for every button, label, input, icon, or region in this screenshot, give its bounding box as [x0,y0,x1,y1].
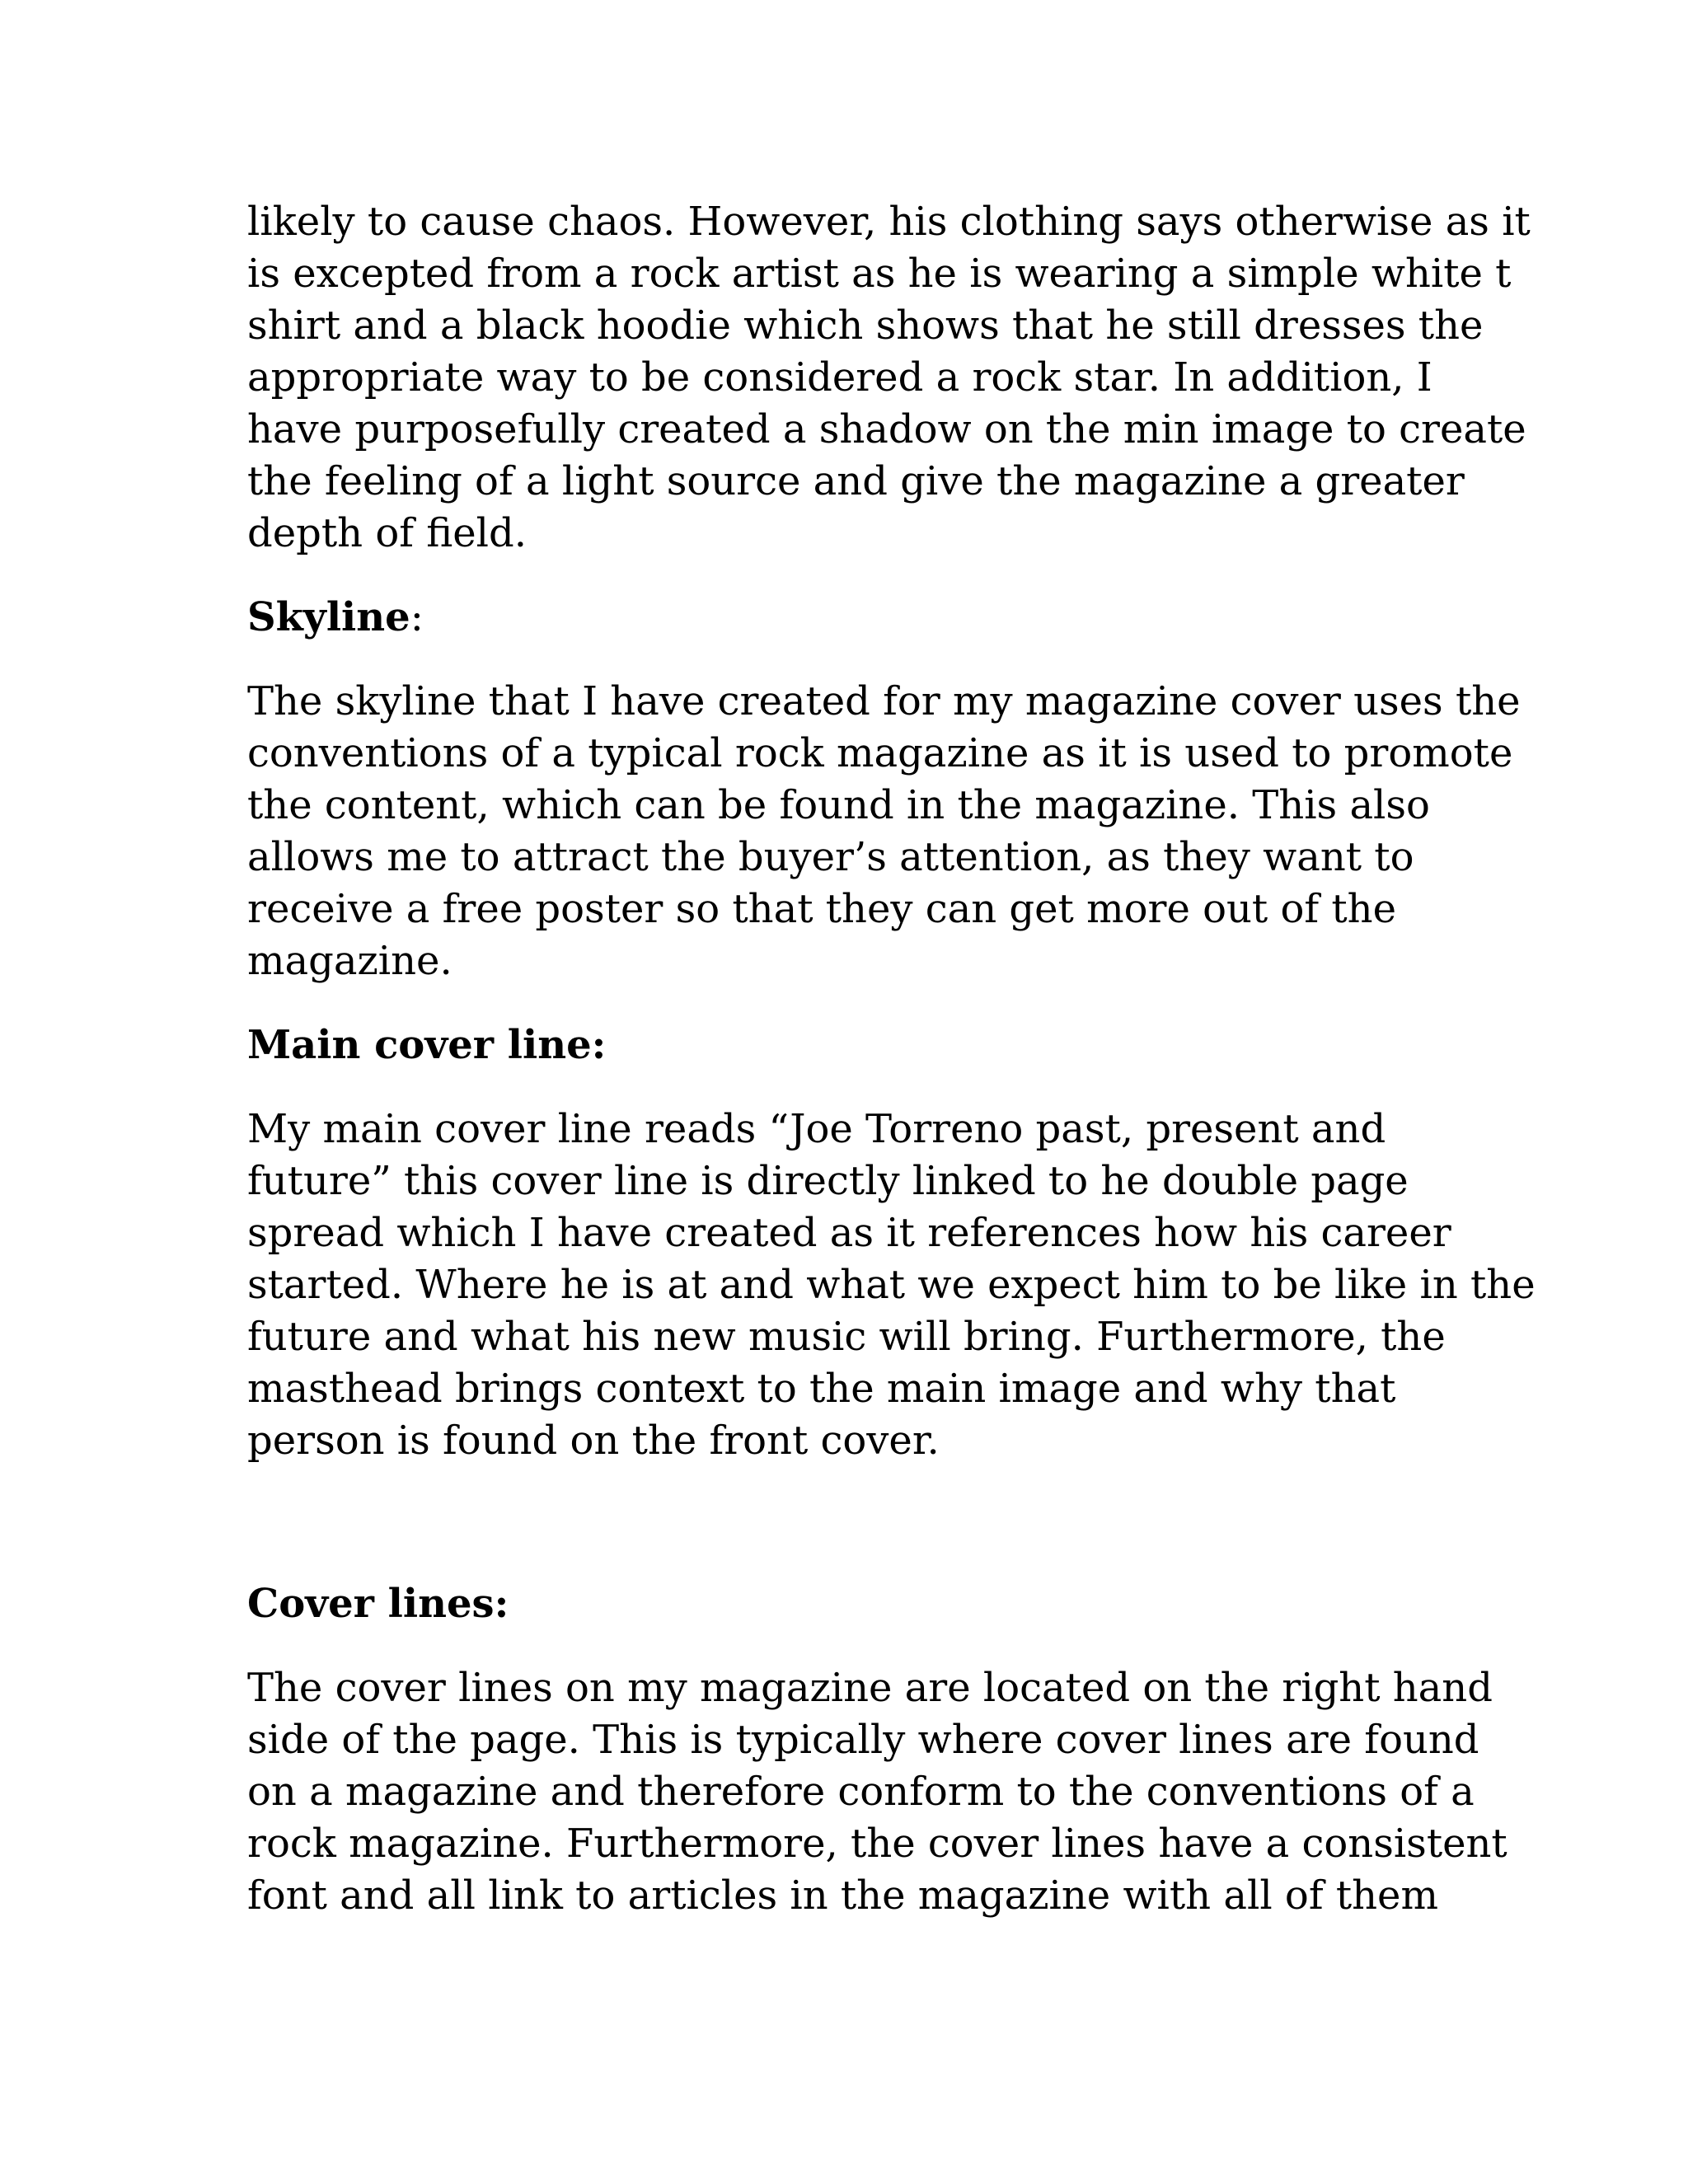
skyline-heading-text: Skyline [247,594,410,640]
intro-paragraph [247,196,1531,560]
text-line: on a magazine and therefore conform to the conventions of a [247,1769,1475,1815]
text-line: spread which I have created as it references how his career [247,1210,1451,1256]
text-line: future” this cover line is directly linked to he double page [247,1158,1409,1204]
text-line: shirt and a black hoodie which shows that he still dresses the [247,302,1484,349]
text-line: the feeling of a light source and give the magazine a greater [247,458,1465,504]
text-line: allows me to attract the buyer’s attention, as they want to [247,834,1414,880]
text-line: The skyline that I have created for my magazine cover uses the [247,678,1521,724]
text-line: started. Where he is at and what we expect him to be like in the [247,1262,1536,1308]
cover-lines-paragraph [247,1662,1507,1922]
text-line: rock magazine. Furthermore, the cover lines have a consistent [247,1821,1507,1867]
text-line: person is found on the front cover. [247,1418,940,1464]
text-line: The cover lines on my magazine are located on the right hand [247,1665,1493,1711]
text-line: depth of field. [247,510,527,556]
text-line: receive a free poster so that they can get more out of the [247,886,1396,932]
main-cover-line-paragraph [247,1104,1536,1467]
text-line: appropriate way to be considered a rock star. In addition, I [247,354,1432,401]
text-line: masthead brings context to the main image and why that [247,1366,1396,1412]
skyline-heading-colon: : [410,594,424,640]
text-line: future and what his new music will bring. Furthermore, the [247,1314,1446,1360]
skyline-paragraph [247,676,1521,987]
text-line: font and all link to articles in the magazine with all of them [247,1872,1438,1919]
text-line: likely to cause chaos. However, his clothing says otherwise as it [247,199,1531,245]
text-line: the content, which can be found in the magazine. This also [247,782,1430,828]
text-line: have purposefully created a shadow on the min image to create [247,406,1526,452]
document-page [247,196,1536,1922]
main-cover-line-heading: Main cover line: [247,1022,607,1068]
text-line: conventions of a typical rock magazine as it is used to promote [247,730,1513,776]
cover-lines-heading: Cover lines: [247,1581,509,1627]
skyline-heading [247,592,1459,644]
text-line: side of the page. This is typically where cover lines are found [247,1717,1479,1763]
text-line: My main cover line reads “Joe Torreno past, present and [247,1106,1386,1152]
text-line: is excepted from a rock artist as he is wearing a simple white t [247,251,1512,297]
text-line: magazine. [247,938,452,984]
